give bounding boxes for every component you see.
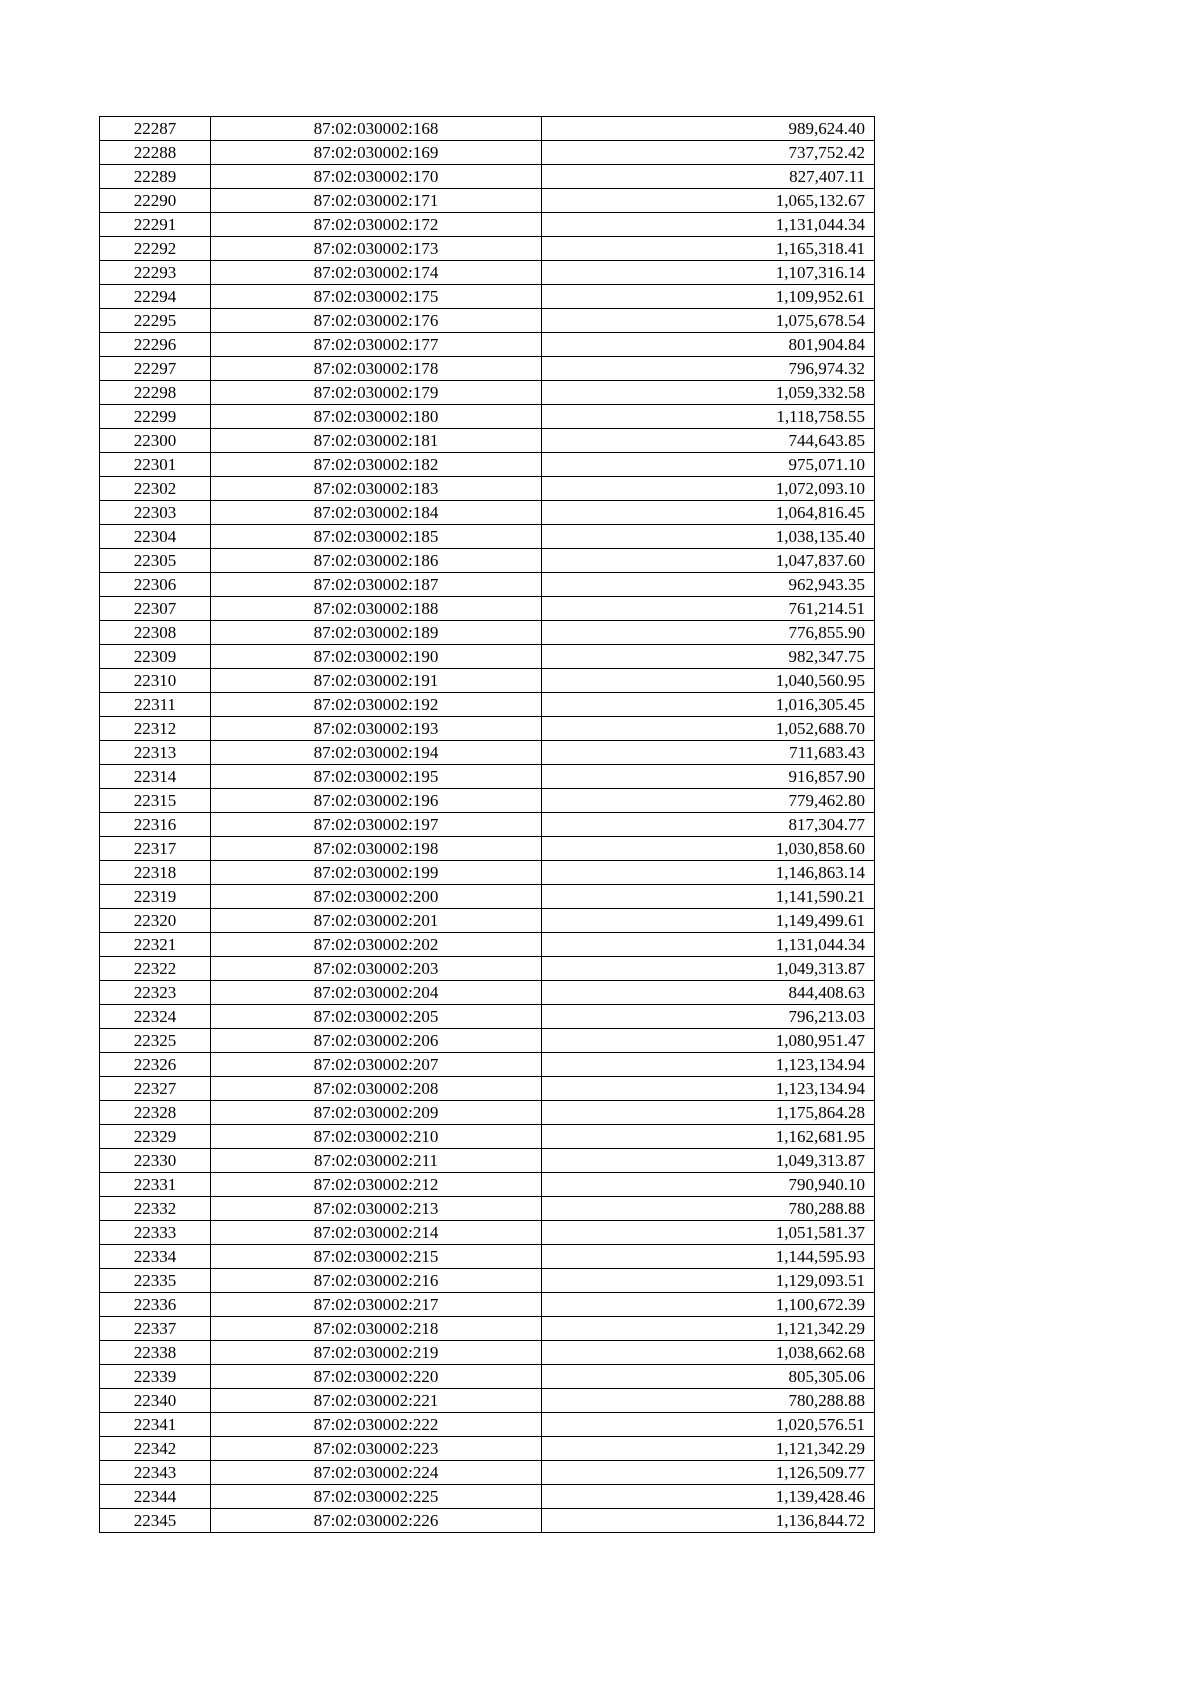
table-row: [100, 1485, 875, 1509]
table-row: [100, 1221, 875, 1245]
value-cell: 1,131,044.34: [542, 213, 875, 237]
cadastral-number-cell: 87:02:030002:176: [211, 309, 542, 333]
row-number-cell: 22303: [100, 501, 211, 525]
cadastral-number-cell: 87:02:030002:177: [211, 333, 542, 357]
table-row: [100, 165, 875, 189]
row-number-cell: 22326: [100, 1053, 211, 1077]
row-number-cell: 22323: [100, 981, 211, 1005]
cadastral-number-cell: 87:02:030002:214: [211, 1221, 542, 1245]
value-cell: 1,100,672.39: [542, 1293, 875, 1317]
cadastral-number-cell: 87:02:030002:187: [211, 573, 542, 597]
value-cell: 1,139,428.46: [542, 1485, 875, 1509]
table-row: [100, 357, 875, 381]
table-row: [100, 1341, 875, 1365]
row-number-cell: 22315: [100, 789, 211, 813]
table-row: [100, 453, 875, 477]
row-number-cell: 22317: [100, 837, 211, 861]
row-number-cell: 22336: [100, 1293, 211, 1317]
value-cell: 805,305.06: [542, 1365, 875, 1389]
cadastral-number-cell: 87:02:030002:181: [211, 429, 542, 453]
cadastral-number-cell: 87:02:030002:190: [211, 645, 542, 669]
row-number-cell: 22325: [100, 1029, 211, 1053]
cadastral-number-cell: 87:02:030002:189: [211, 621, 542, 645]
value-cell: 1,047,837.60: [542, 549, 875, 573]
row-number-cell: 22308: [100, 621, 211, 645]
row-number-cell: 22306: [100, 573, 211, 597]
table-row: [100, 285, 875, 309]
row-number-cell: 22305: [100, 549, 211, 573]
row-number-cell: 22319: [100, 885, 211, 909]
cadastral-number-cell: 87:02:030002:170: [211, 165, 542, 189]
value-cell: 1,131,044.34: [542, 933, 875, 957]
table-row: [100, 1125, 875, 1149]
value-cell: 790,940.10: [542, 1173, 875, 1197]
value-cell: 1,149,499.61: [542, 909, 875, 933]
value-cell: 1,162,681.95: [542, 1125, 875, 1149]
value-cell: 989,624.40: [542, 117, 875, 141]
cadastral-number-cell: 87:02:030002:200: [211, 885, 542, 909]
row-number-cell: 22345: [100, 1509, 211, 1533]
table-row: [100, 981, 875, 1005]
row-number-cell: 22291: [100, 213, 211, 237]
row-number-cell: 22298: [100, 381, 211, 405]
table-row: [100, 429, 875, 453]
row-number-cell: 22287: [100, 117, 211, 141]
value-cell: 1,146,863.14: [542, 861, 875, 885]
row-number-cell: 22332: [100, 1197, 211, 1221]
table-row: [100, 693, 875, 717]
table-row: [100, 1293, 875, 1317]
value-cell: 975,071.10: [542, 453, 875, 477]
value-cell: 1,049,313.87: [542, 1149, 875, 1173]
cadastral-number-cell: 87:02:030002:178: [211, 357, 542, 381]
table-row: [100, 1365, 875, 1389]
cadastral-number-cell: 87:02:030002:213: [211, 1197, 542, 1221]
table-row: [100, 621, 875, 645]
value-cell: 737,752.42: [542, 141, 875, 165]
value-cell: 776,855.90: [542, 621, 875, 645]
table-row: [100, 1173, 875, 1197]
value-cell: 1,165,318.41: [542, 237, 875, 261]
table-row: [100, 477, 875, 501]
table-row: [100, 1389, 875, 1413]
table-row: [100, 813, 875, 837]
cadastral-number-cell: 87:02:030002:172: [211, 213, 542, 237]
value-cell: 1,126,509.77: [542, 1461, 875, 1485]
row-number-cell: 22333: [100, 1221, 211, 1245]
cadastral-number-cell: 87:02:030002:221: [211, 1389, 542, 1413]
table-row: [100, 1077, 875, 1101]
cadastral-number-cell: 87:02:030002:220: [211, 1365, 542, 1389]
value-cell: 1,175,864.28: [542, 1101, 875, 1125]
row-number-cell: 22297: [100, 357, 211, 381]
table-row: [100, 189, 875, 213]
table-row: [100, 213, 875, 237]
value-cell: 827,407.11: [542, 165, 875, 189]
cadastral-number-cell: 87:02:030002:194: [211, 741, 542, 765]
table-row: [100, 837, 875, 861]
row-number-cell: 22327: [100, 1077, 211, 1101]
value-cell: 1,109,952.61: [542, 285, 875, 309]
row-number-cell: 22304: [100, 525, 211, 549]
table-row: [100, 333, 875, 357]
cadastral-number-cell: 87:02:030002:222: [211, 1413, 542, 1437]
cadastral-number-cell: 87:02:030002:215: [211, 1245, 542, 1269]
table-row: [100, 141, 875, 165]
cadastral-number-cell: 87:02:030002:191: [211, 669, 542, 693]
table-row: [100, 1149, 875, 1173]
table-row: [100, 1509, 875, 1533]
table-row: [100, 573, 875, 597]
value-cell: 982,347.75: [542, 645, 875, 669]
value-cell: 844,408.63: [542, 981, 875, 1005]
row-number-cell: 22290: [100, 189, 211, 213]
table-row: [100, 405, 875, 429]
row-number-cell: 22343: [100, 1461, 211, 1485]
table-row: [100, 309, 875, 333]
value-cell: 1,121,342.29: [542, 1317, 875, 1341]
cadastral-number-cell: 87:02:030002:182: [211, 453, 542, 477]
cadastral-number-cell: 87:02:030002:184: [211, 501, 542, 525]
table-row: [100, 261, 875, 285]
cadastral-number-cell: 87:02:030002:212: [211, 1173, 542, 1197]
cadastral-number-cell: 87:02:030002:188: [211, 597, 542, 621]
row-number-cell: 22314: [100, 765, 211, 789]
cadastral-number-cell: 87:02:030002:226: [211, 1509, 542, 1533]
cadastral-number-cell: 87:02:030002:203: [211, 957, 542, 981]
value-cell: 1,049,313.87: [542, 957, 875, 981]
row-number-cell: 22320: [100, 909, 211, 933]
cadastral-number-cell: 87:02:030002:185: [211, 525, 542, 549]
row-number-cell: 22331: [100, 1173, 211, 1197]
cadastral-number-cell: 87:02:030002:186: [211, 549, 542, 573]
cadastral-number-cell: 87:02:030002:201: [211, 909, 542, 933]
table-row: [100, 549, 875, 573]
table-row: [100, 1269, 875, 1293]
table-row: [100, 1437, 875, 1461]
row-number-cell: 22334: [100, 1245, 211, 1269]
row-number-cell: 22289: [100, 165, 211, 189]
cadastral-number-cell: 87:02:030002:196: [211, 789, 542, 813]
row-number-cell: 22342: [100, 1437, 211, 1461]
row-number-cell: 22312: [100, 717, 211, 741]
cadastral-number-cell: 87:02:030002:211: [211, 1149, 542, 1173]
cadastral-number-cell: 87:02:030002:207: [211, 1053, 542, 1077]
value-cell: 1,051,581.37: [542, 1221, 875, 1245]
table-row: [100, 909, 875, 933]
table-row: [100, 381, 875, 405]
row-number-cell: 22318: [100, 861, 211, 885]
cadastral-number-cell: 87:02:030002:208: [211, 1077, 542, 1101]
table-row: [100, 1197, 875, 1221]
value-cell: 1,075,678.54: [542, 309, 875, 333]
row-number-cell: 22329: [100, 1125, 211, 1149]
table-row: [100, 933, 875, 957]
value-cell: 780,288.88: [542, 1389, 875, 1413]
cadastral-number-cell: 87:02:030002:169: [211, 141, 542, 165]
value-cell: 796,974.32: [542, 357, 875, 381]
row-number-cell: 22295: [100, 309, 211, 333]
value-cell: 1,064,816.45: [542, 501, 875, 525]
table-row: [100, 1245, 875, 1269]
value-cell: 1,080,951.47: [542, 1029, 875, 1053]
value-cell: 780,288.88: [542, 1197, 875, 1221]
row-number-cell: 22324: [100, 1005, 211, 1029]
cadastral-number-cell: 87:02:030002:180: [211, 405, 542, 429]
row-number-cell: 22302: [100, 477, 211, 501]
value-cell: 1,129,093.51: [542, 1269, 875, 1293]
value-cell: 1,040,560.95: [542, 669, 875, 693]
row-number-cell: 22340: [100, 1389, 211, 1413]
table-row: [100, 117, 875, 141]
value-cell: 1,052,688.70: [542, 717, 875, 741]
row-number-cell: 22335: [100, 1269, 211, 1293]
table-row: [100, 1005, 875, 1029]
cadastral-number-cell: 87:02:030002:195: [211, 765, 542, 789]
table-row: [100, 741, 875, 765]
row-number-cell: 22330: [100, 1149, 211, 1173]
value-cell: 711,683.43: [542, 741, 875, 765]
cadastral-number-cell: 87:02:030002:204: [211, 981, 542, 1005]
table-row: [100, 885, 875, 909]
cadastral-number-cell: 87:02:030002:219: [211, 1341, 542, 1365]
value-cell: 1,016,305.45: [542, 693, 875, 717]
value-cell: 1,030,858.60: [542, 837, 875, 861]
cadastral-number-cell: 87:02:030002:225: [211, 1485, 542, 1509]
cadastral-number-cell: 87:02:030002:183: [211, 477, 542, 501]
value-cell: 796,213.03: [542, 1005, 875, 1029]
cadastral-number-cell: 87:02:030002:173: [211, 237, 542, 261]
table-row: [100, 501, 875, 525]
value-cell: 1,141,590.21: [542, 885, 875, 909]
row-number-cell: 22322: [100, 957, 211, 981]
row-number-cell: 22328: [100, 1101, 211, 1125]
value-cell: 962,943.35: [542, 573, 875, 597]
row-number-cell: 22292: [100, 237, 211, 261]
row-number-cell: 22296: [100, 333, 211, 357]
value-cell: 1,038,662.68: [542, 1341, 875, 1365]
value-cell: 1,123,134.94: [542, 1077, 875, 1101]
cadastral-number-cell: 87:02:030002:210: [211, 1125, 542, 1149]
row-number-cell: 22316: [100, 813, 211, 837]
table-row: [100, 669, 875, 693]
cadastral-number-cell: 87:02:030002:217: [211, 1293, 542, 1317]
table-row: [100, 237, 875, 261]
row-number-cell: 22321: [100, 933, 211, 957]
row-number-cell: 22341: [100, 1413, 211, 1437]
value-cell: 779,462.80: [542, 789, 875, 813]
value-cell: 1,136,844.72: [542, 1509, 875, 1533]
cadastral-number-cell: 87:02:030002:193: [211, 717, 542, 741]
row-number-cell: 22339: [100, 1365, 211, 1389]
table-row: [100, 1413, 875, 1437]
table-row: [100, 1029, 875, 1053]
row-number-cell: 22301: [100, 453, 211, 477]
table-row: [100, 645, 875, 669]
cadastral-number-cell: 87:02:030002:192: [211, 693, 542, 717]
table-row: [100, 789, 875, 813]
table-row: [100, 1053, 875, 1077]
value-cell: 1,118,758.55: [542, 405, 875, 429]
cadastral-number-cell: 87:02:030002:206: [211, 1029, 542, 1053]
row-number-cell: 22299: [100, 405, 211, 429]
value-cell: 1,020,576.51: [542, 1413, 875, 1437]
value-cell: 801,904.84: [542, 333, 875, 357]
row-number-cell: 22300: [100, 429, 211, 453]
table-row: [100, 861, 875, 885]
table-row: [100, 1101, 875, 1125]
row-number-cell: 22311: [100, 693, 211, 717]
cadastral-number-cell: 87:02:030002:205: [211, 1005, 542, 1029]
cadastral-value-table: [99, 116, 875, 1533]
table-row: [100, 717, 875, 741]
value-cell: 1,065,132.67: [542, 189, 875, 213]
value-cell: 1,144,595.93: [542, 1245, 875, 1269]
cadastral-number-cell: 87:02:030002:171: [211, 189, 542, 213]
cadastral-number-cell: 87:02:030002:197: [211, 813, 542, 837]
cadastral-number-cell: 87:02:030002:174: [211, 261, 542, 285]
table-body: [100, 117, 875, 1533]
cadastral-number-cell: 87:02:030002:179: [211, 381, 542, 405]
cadastral-number-cell: 87:02:030002:223: [211, 1437, 542, 1461]
cadastral-number-cell: 87:02:030002:218: [211, 1317, 542, 1341]
row-number-cell: 22344: [100, 1485, 211, 1509]
cadastral-number-cell: 87:02:030002:209: [211, 1101, 542, 1125]
cadastral-number-cell: 87:02:030002:216: [211, 1269, 542, 1293]
cadastral-number-cell: 87:02:030002:175: [211, 285, 542, 309]
table-row: [100, 1461, 875, 1485]
value-cell: 761,214.51: [542, 597, 875, 621]
value-cell: 1,059,332.58: [542, 381, 875, 405]
value-cell: 817,304.77: [542, 813, 875, 837]
table-row: [100, 597, 875, 621]
value-cell: 916,857.90: [542, 765, 875, 789]
value-cell: 1,107,316.14: [542, 261, 875, 285]
row-number-cell: 22338: [100, 1341, 211, 1365]
table-row: [100, 957, 875, 981]
row-number-cell: 22288: [100, 141, 211, 165]
table-row: [100, 525, 875, 549]
table-row: [100, 765, 875, 789]
row-number-cell: 22310: [100, 669, 211, 693]
value-cell: 1,038,135.40: [542, 525, 875, 549]
cadastral-number-cell: 87:02:030002:202: [211, 933, 542, 957]
value-cell: 1,072,093.10: [542, 477, 875, 501]
cadastral-number-cell: 87:02:030002:168: [211, 117, 542, 141]
value-cell: 744,643.85: [542, 429, 875, 453]
cadastral-number-cell: 87:02:030002:199: [211, 861, 542, 885]
value-cell: 1,121,342.29: [542, 1437, 875, 1461]
cadastral-number-cell: 87:02:030002:224: [211, 1461, 542, 1485]
table-row: [100, 1317, 875, 1341]
row-number-cell: 22293: [100, 261, 211, 285]
row-number-cell: 22294: [100, 285, 211, 309]
row-number-cell: 22309: [100, 645, 211, 669]
row-number-cell: 22337: [100, 1317, 211, 1341]
cadastral-number-cell: 87:02:030002:198: [211, 837, 542, 861]
row-number-cell: 22313: [100, 741, 211, 765]
value-cell: 1,123,134.94: [542, 1053, 875, 1077]
row-number-cell: 22307: [100, 597, 211, 621]
